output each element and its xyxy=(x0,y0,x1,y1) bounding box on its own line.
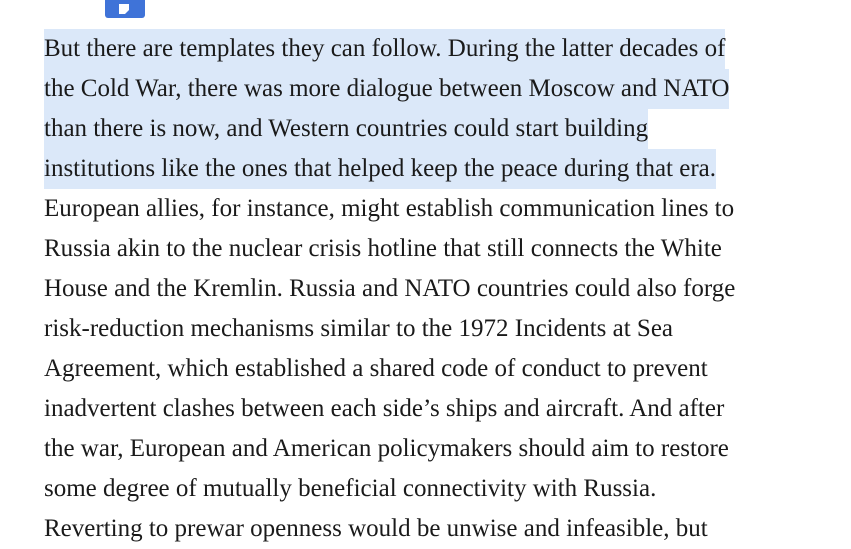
paragraph-text: inadvertent clashes between each side’s ships and aircraft. And after xyxy=(44,395,725,422)
article-paragraph xyxy=(44,29,844,549)
paragraph-text: Russia akin to the nuclear crisis hotline that still connects the White xyxy=(44,235,722,262)
paragraph-line xyxy=(44,309,844,349)
paragraph-line xyxy=(44,469,844,509)
paragraph-line xyxy=(44,229,844,269)
highlighted-text[interactable]: than there is now, and Western countries could start building xyxy=(44,109,648,149)
paragraph-text: some degree of mutually beneficial connectivity with Russia. xyxy=(44,475,657,502)
pencil-icon xyxy=(117,2,133,16)
paragraph-text: House and the Kremlin. Russia and NATO countries could also forge xyxy=(44,275,736,302)
paragraph-line xyxy=(44,69,844,109)
paragraph-line xyxy=(44,389,844,429)
paragraph-line xyxy=(44,189,844,229)
paragraph-line xyxy=(44,109,844,149)
paragraph-text: risk-reduction mechanisms similar to the 1972 Incidents at Sea xyxy=(44,315,674,342)
paragraph-line xyxy=(44,509,844,549)
paragraph-line xyxy=(44,429,844,469)
highlighted-text[interactable]: the Cold War, there was more dialogue between Moscow and NATO xyxy=(44,69,729,109)
paragraph-line xyxy=(44,269,844,309)
paragraph-text: Agreement, which established a shared code of conduct to prevent xyxy=(44,355,708,382)
highlighted-text[interactable]: institutions like the ones that helped keep the peace during that era. xyxy=(44,149,716,189)
paragraph-text: European allies, for instance, might establish communication lines to xyxy=(44,195,735,222)
paragraph-line xyxy=(44,29,844,69)
highlight-annotation-marker[interactable] xyxy=(105,0,145,18)
paragraph-line xyxy=(44,349,844,389)
paragraph-line xyxy=(44,149,844,189)
highlighted-text[interactable]: But there are templates they can follow. During the latter decades of xyxy=(44,29,725,69)
paragraph-text: Reverting to prewar openness would be unwise and infeasible, but xyxy=(44,515,708,542)
paragraph-text: the war, European and American policymakers should aim to restore xyxy=(44,435,729,462)
